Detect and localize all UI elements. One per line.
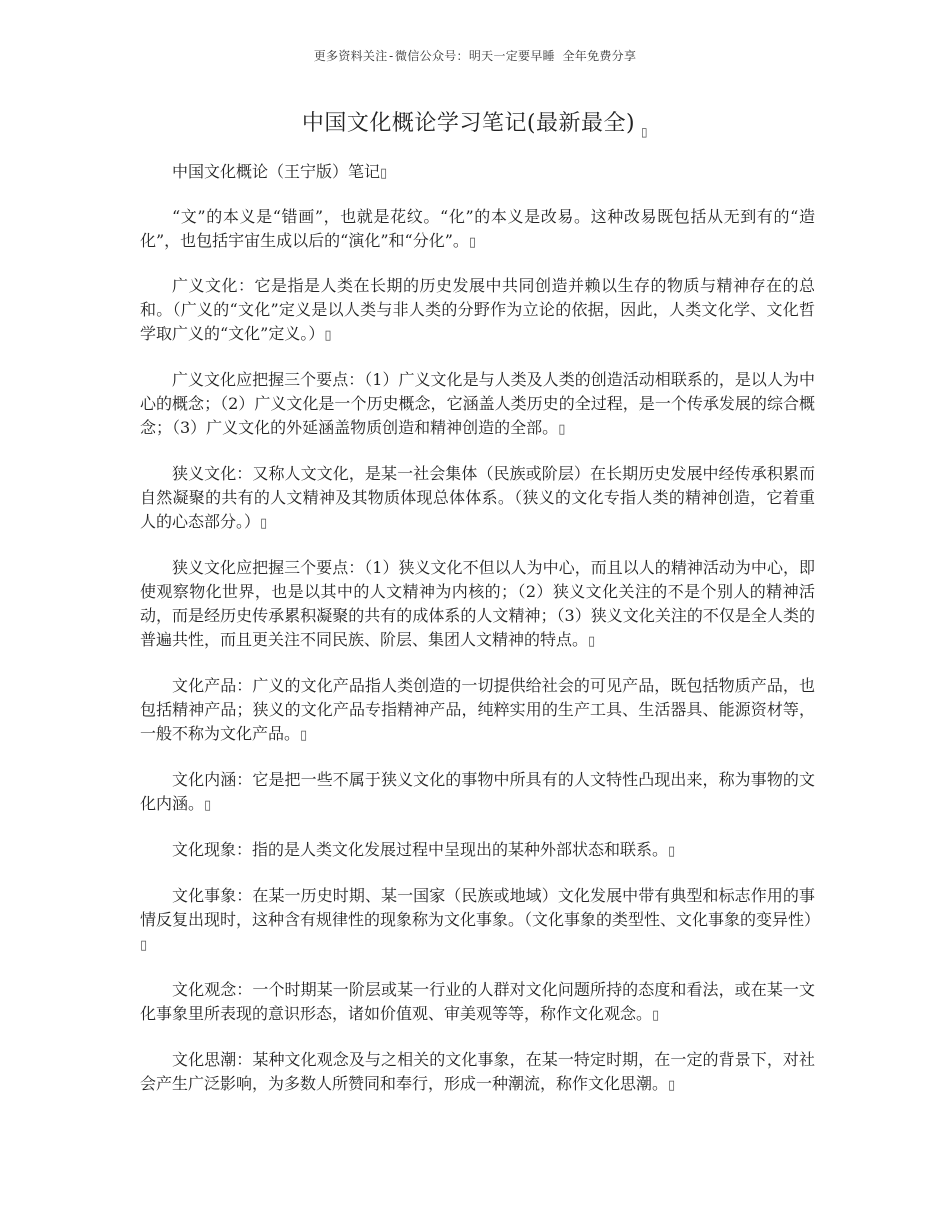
paragraph-text: “文”的本义是“错画”，也就是花纹。“化”的本义是改易。这种改易既包括从无到有的“造化”，也包括宇宙生成以后的“演化”和“分化”。	[140, 207, 815, 250]
paragraph-cultural-concept	[140, 978, 815, 1028]
missing-glyph-icon: ▯	[260, 516, 268, 531]
paragraph-text: 狭义文化应把握三个要点：（1）狭义文化不但以人为中心，而且以人的精神活动为中心，即使观察物化世界，也是以其中的人文精神为内核的；（2）狭义文化关注的不是个别人的精神活动，而是经历史传承累积凝聚的共有的成体系的人文精神；（3）狭义文化关注的不仅是全人类的普遍共性，而且更关注不同民族、阶层、集团人文精神的特点。	[140, 558, 815, 649]
paragraph-narrow-culture-points	[140, 556, 815, 654]
paragraph-text: 狭义文化：又称人文文化，是某一社会集体（民族或阶层）在长期历史发展中经传承积累而自然凝聚的共有的人文精神及其物质体现总体体系。（狭义的文化专指人类的精神创造，它着重人的心态部分。）	[140, 464, 815, 531]
paragraph-text: 文化观念：一个时期某一阶层或某一行业的人群对文化问题所持的态度和看法，或在某一文化事象里所表现的意识形态，诸如价值观、审美观等等，称作文化观念。	[140, 980, 815, 1023]
missing-glyph-icon: ▯	[204, 798, 212, 813]
paragraph-text: 文化内涵：它是把一些不属于狭义文化的事物中所具有的人文特性凸现出来，称为事物的文化内涵。	[140, 770, 815, 813]
missing-glyph-icon: ▯	[300, 728, 308, 743]
missing-glyph-icon: ▯	[668, 1078, 676, 1093]
paragraph-text: 中国文化概论（王宁版）笔记	[172, 162, 381, 181]
page-header-notice: 更多资料关注-微信公众号：明天一定要早睡 全年免费分享	[313, 49, 637, 63]
document-title	[0, 106, 950, 139]
paragraph-text: 广义文化应把握三个要点：（1）广义文化是与人类及人类的创造活动相联系的，是以人为中心的概念；（2）广义文化是一个历史概念，它涵盖人类历史的全过程，是一个传承发展的综合概念；（3）广义文化的外延涵盖物质创造和精神创造的全部。	[140, 370, 815, 437]
missing-glyph-icon: ▯	[588, 634, 596, 649]
paragraph-text: 文化事象：在某一历史时期、某一国家（民族或地域）文化发展中带有典型和标志作用的事情反复出现时，这种含有规律性的现象称为文化事象。（文化事象的类型性、文化事象的变异性）	[140, 886, 821, 929]
document-body	[140, 160, 821, 1098]
paragraph-text: 广义文化：它是指是人类在长期的历史发展中共同创造并赖以生存的物质与精神存在的总和。（广义的“文化”定义是以人类与非人类的分野作为立论的依据，因此，人类文化学、文化哲学取广义的“文化”定义。）	[140, 276, 815, 343]
missing-glyph-icon: ▯	[641, 125, 649, 139]
missing-glyph-icon: ▯	[468, 235, 477, 250]
missing-glyph-icon: ▯	[668, 844, 676, 859]
missing-glyph-icon: ▯	[324, 328, 332, 343]
paragraph-text: 文化思潮：某种文化观念及与之相关的文化事象，在某一特定时期，在一定的背景下，对社会产生广泛影响，为多数人所赞同和奉行，形成一种潮流，称作文化思潮。	[140, 1050, 815, 1093]
document-title-text: 中国文化概论学习笔记(最新最全)	[301, 111, 636, 136]
paragraph-wen-hua-meaning	[140, 205, 815, 255]
paragraph-broad-culture-points	[140, 368, 815, 442]
missing-glyph-icon: ▯	[652, 1008, 660, 1023]
paragraph-cultural-products	[140, 674, 815, 748]
paragraph-cultural-trend	[140, 1048, 815, 1098]
paragraph-cultural-phenomenon	[140, 838, 815, 864]
missing-glyph-icon: ▯	[380, 166, 388, 181]
missing-glyph-icon: ▯	[558, 422, 566, 437]
missing-glyph-icon: ▯	[140, 938, 148, 953]
paragraph-subtitle	[140, 160, 815, 186]
paragraph-cultural-events	[140, 884, 821, 958]
paragraph-text: 文化产品：广义的文化产品指人类创造的一切提供给社会的可见产品，既包括物质产品，也包括精神产品；狭义的文化产品专指精神产品，纯粹实用的生产工具、生活器具、能源资材等，一般不称为文化产品。	[140, 676, 815, 743]
paragraph-broad-culture	[140, 274, 815, 348]
paragraph-cultural-connotation	[140, 768, 815, 818]
paragraph-narrow-culture	[140, 462, 815, 536]
paragraph-text: 文化现象：指的是人类文化发展过程中呈现出的某种外部状态和联系。	[172, 840, 669, 859]
